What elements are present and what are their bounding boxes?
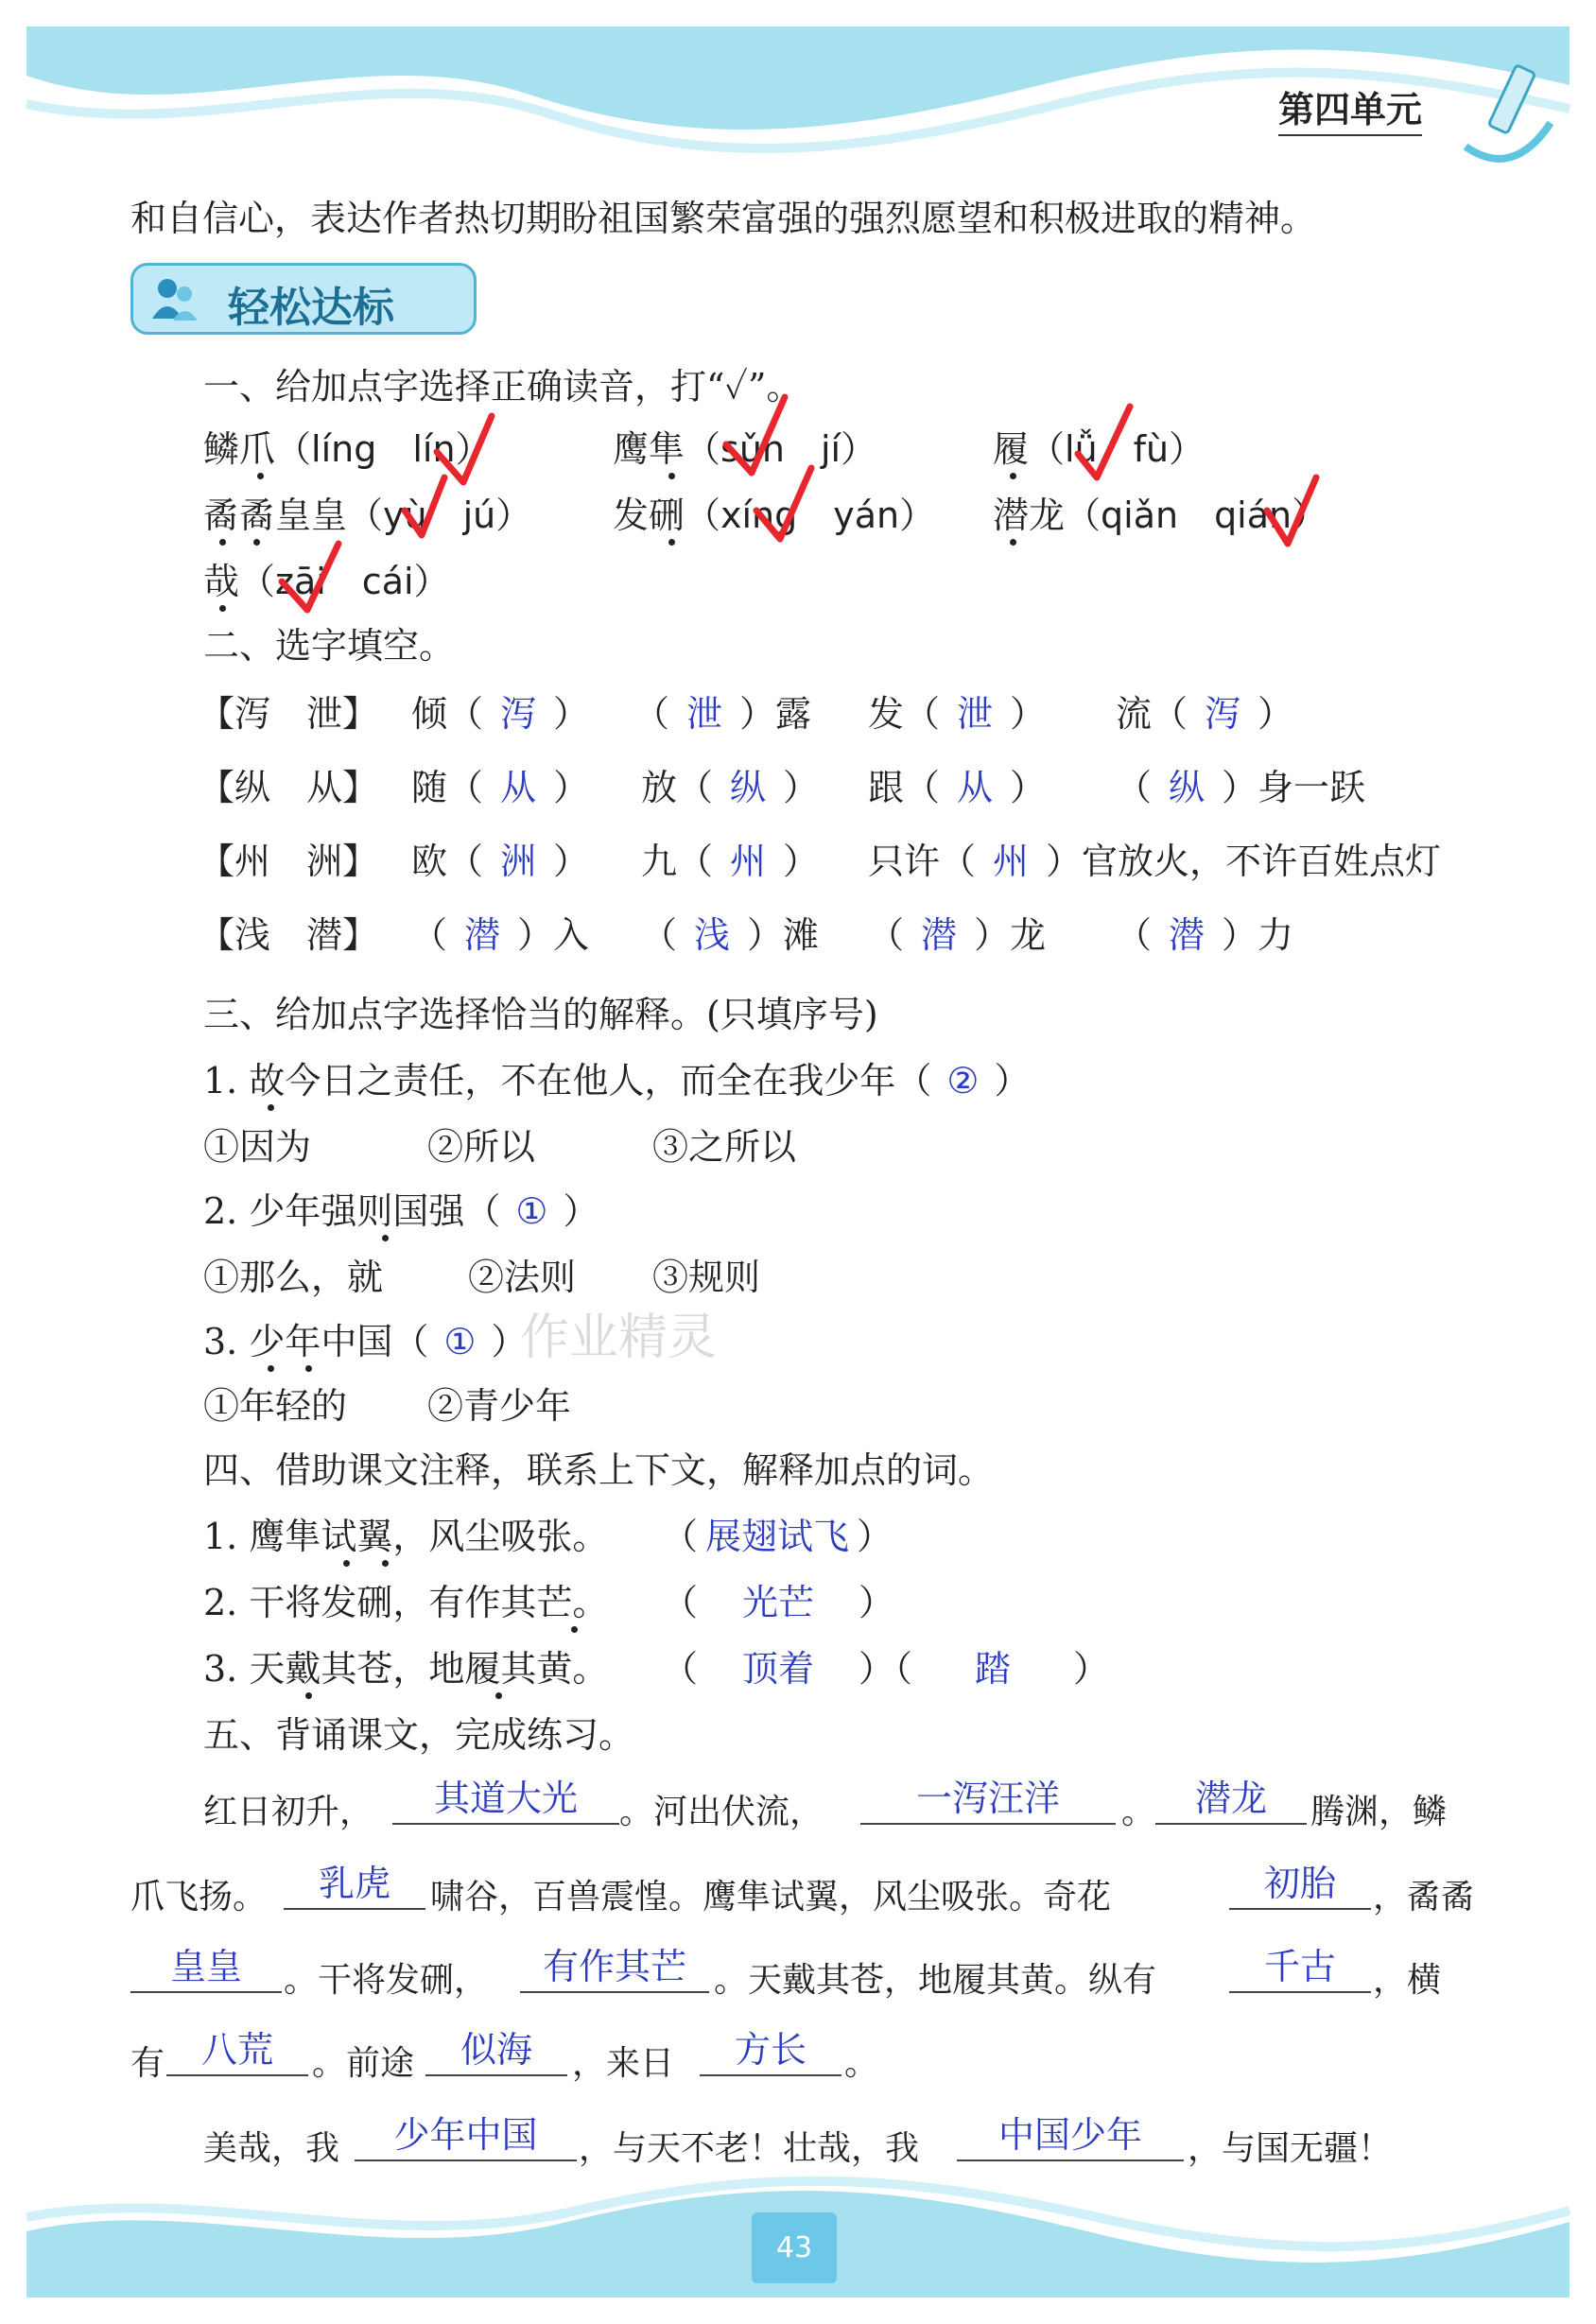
q4-answer: 顶着 bbox=[742, 1648, 815, 1690]
q3-stem: 2. 少年强则国强（ bbox=[203, 1190, 501, 1232]
emphasis-dot bbox=[268, 1104, 274, 1111]
q4-paren: （ 展翅试飞 ） bbox=[662, 1516, 893, 1557]
q3-option: ②法则 bbox=[468, 1257, 577, 1298]
q2-group: 【纵 从】 bbox=[199, 767, 379, 808]
q4-item-2 bbox=[203, 1573, 895, 1625]
q2-item bbox=[868, 838, 1441, 885]
q2-item bbox=[411, 911, 589, 959]
q2-pre: 跟（ bbox=[868, 767, 941, 808]
q3-option: ③之所以 bbox=[652, 1126, 797, 1168]
page-number-box bbox=[752, 2212, 837, 2283]
q1-options: （sǔn jí） bbox=[685, 428, 877, 470]
q2-answer: 泻 bbox=[1205, 693, 1241, 735]
q3-option: ①年轻的 bbox=[203, 1385, 348, 1427]
q2-answer: 纵 bbox=[730, 767, 767, 808]
q2-pre: 欧（ bbox=[411, 841, 484, 882]
q5-text: 。干将发硎， bbox=[284, 1961, 489, 2000]
q2-post: ）露 bbox=[739, 693, 812, 735]
fill-blank: 八荒 bbox=[166, 2025, 308, 2076]
fill-blank: 千古 bbox=[1229, 1942, 1371, 1993]
check-icon bbox=[1078, 407, 1130, 477]
q2-pre: （ bbox=[633, 693, 670, 735]
q2-answer: 潜 bbox=[464, 914, 501, 956]
q1-word: 鳞爪 bbox=[203, 428, 276, 470]
q5-text: 啸谷，百兽震惶。鹰隼试翼，风尘吸张。奇花 bbox=[430, 1878, 1112, 1916]
q3-close: ） bbox=[563, 1190, 599, 1232]
emphasis-dot bbox=[343, 1560, 350, 1567]
check-icon bbox=[282, 544, 338, 610]
q3-close: ） bbox=[491, 1321, 528, 1362]
q5-text: 美哉，我 bbox=[203, 2129, 340, 2168]
q5-text: 爪飞扬。 bbox=[130, 1878, 268, 1916]
q3-answer: ① bbox=[515, 1190, 548, 1232]
intro-text: 和自信心，表达作者热切期盼祖国繁荣富强的强烈愿望和积极进取的精神。 bbox=[130, 198, 1317, 239]
q1-options: （qiǎn qián） bbox=[1065, 494, 1328, 536]
q1-options: （yù jú） bbox=[347, 494, 532, 536]
check-icon bbox=[1267, 477, 1316, 544]
check-icon bbox=[726, 397, 785, 473]
q2-item bbox=[641, 764, 819, 811]
q3-answer: ② bbox=[946, 1060, 980, 1101]
fill-blank: 中国少年 bbox=[957, 2110, 1184, 2161]
q1-word: 发硎 bbox=[613, 494, 685, 536]
fill-blank: 潜龙 bbox=[1155, 1774, 1307, 1825]
q1-word: 哉 bbox=[203, 561, 240, 602]
check-icon bbox=[405, 477, 444, 535]
section-badge-label: 轻松达标 bbox=[228, 284, 394, 332]
q4-stem: 1. 鹰隼试翼，风尘吸张。 bbox=[203, 1516, 609, 1557]
q2-answer: 洲 bbox=[500, 841, 537, 882]
check-icon bbox=[437, 416, 492, 482]
q2-item bbox=[1116, 690, 1293, 737]
q2-item bbox=[641, 911, 819, 959]
q3-answer: ① bbox=[443, 1321, 477, 1362]
q4-paren: （ 顶着 ）（ 踏 ） bbox=[662, 1639, 1109, 1691]
q2-group: 【浅 潜】 bbox=[199, 914, 379, 956]
q2-post: ）官放火，不许百姓点灯 bbox=[1046, 841, 1442, 882]
q2-answer: 从 bbox=[957, 767, 994, 808]
q2-item bbox=[868, 911, 1046, 959]
emphasis-dot bbox=[495, 1692, 502, 1699]
q4-answer: 展翅试飞 bbox=[705, 1516, 850, 1557]
q4-stem: 3. 天戴其苍，地履其黄。 bbox=[203, 1648, 609, 1690]
q2-pre: 放（ bbox=[641, 767, 714, 808]
q5-text: ，矞矞 bbox=[1373, 1878, 1476, 1916]
q2-post: ） bbox=[1010, 693, 1047, 735]
q2-answer: 潜 bbox=[921, 914, 958, 956]
q2-group: 【泻 泄】 bbox=[199, 693, 379, 735]
q2-item bbox=[868, 764, 1046, 811]
q2-pre: （ bbox=[641, 914, 678, 956]
q5-title: 五、背诵课文，完成练习。 bbox=[203, 1714, 635, 1756]
q3-item-1 bbox=[203, 1051, 1030, 1103]
q2-item bbox=[1116, 911, 1293, 959]
q5-text: 。 bbox=[1121, 1793, 1156, 1831]
q3-close: ） bbox=[994, 1060, 1031, 1101]
q2-post: ）入 bbox=[517, 914, 590, 956]
q3-option: ②青少年 bbox=[427, 1385, 572, 1427]
q2-item bbox=[1116, 764, 1365, 811]
emphasis-dot bbox=[382, 1235, 389, 1241]
q3-option: ①那么，就 bbox=[203, 1257, 384, 1298]
q1-options: （xíng yán） bbox=[685, 494, 936, 536]
fill-blank: 初胎 bbox=[1229, 1859, 1371, 1910]
q3-title: 三、给加点字选择恰当的解释。(只填序号) bbox=[203, 994, 878, 1035]
q2-answer: 州 bbox=[730, 841, 767, 882]
q5-text: ，与国无疆！ bbox=[1188, 2129, 1393, 2168]
q3-stem: 1. 故今日之责任，不在他人，而全在我少年（ bbox=[203, 1060, 932, 1101]
emphasis-dot bbox=[268, 1365, 274, 1372]
check-icon bbox=[756, 468, 811, 539]
q2-pre: 九（ bbox=[641, 841, 714, 882]
fill-blank: 有作其芒 bbox=[520, 1942, 709, 1993]
q5-text: 。 bbox=[844, 2044, 879, 2083]
q3-stem: 3. 少年中国（ bbox=[203, 1321, 429, 1362]
check-marks bbox=[0, 0, 1596, 662]
watermark: 作业精灵 bbox=[520, 1309, 718, 1366]
q2-pre: （ bbox=[1116, 914, 1153, 956]
emphasis-dot bbox=[305, 1365, 312, 1372]
q2-answer: 泻 bbox=[500, 693, 537, 735]
q2-answer: 从 bbox=[500, 767, 537, 808]
q4-stem: 2. 干将发硎，有作其芒。 bbox=[203, 1582, 609, 1623]
q1-options: （lǚ fù） bbox=[1029, 428, 1206, 470]
unit-title: 第四单元 bbox=[1278, 80, 1422, 136]
q5-text: ，与天不老！壮哉，我 bbox=[579, 2129, 920, 2168]
q5-text: ，横 bbox=[1373, 1961, 1442, 2000]
q2-answer: 潜 bbox=[1169, 914, 1206, 956]
fill-blank: 少年中国 bbox=[355, 2110, 577, 2161]
q2-post: ）龙 bbox=[974, 914, 1047, 956]
q2-post: ） bbox=[553, 767, 590, 808]
q2-answer: 泄 bbox=[957, 693, 994, 735]
q2-answer: 浅 bbox=[694, 914, 731, 956]
q2-post: ） bbox=[783, 841, 820, 882]
q1-options: （zāi cái） bbox=[239, 561, 450, 602]
q2-post: ） bbox=[1010, 767, 1047, 808]
fill-blank: 方长 bbox=[700, 2025, 841, 2076]
q1-title: 一、给加点字选择正确读音，打“✓”。 bbox=[203, 366, 803, 408]
emphasis-dot bbox=[382, 1560, 389, 1567]
q2-pre: （ bbox=[411, 914, 448, 956]
q2-title: 二、选字填空。 bbox=[203, 625, 456, 667]
emphasis-dot bbox=[571, 1626, 578, 1633]
emphasis-dot bbox=[305, 1692, 312, 1699]
q5-text: 红日初升， bbox=[203, 1793, 374, 1831]
q2-pre: 只许（ bbox=[868, 841, 977, 882]
q2-item bbox=[411, 690, 589, 737]
q2-item bbox=[411, 764, 589, 811]
q4-answer: 踏 bbox=[975, 1648, 1012, 1690]
q1-word: 履 bbox=[993, 428, 1030, 470]
q2-pre: 倾（ bbox=[411, 693, 484, 735]
q2-post: ）身一跃 bbox=[1222, 767, 1366, 808]
q4-answer: 光芒 bbox=[742, 1582, 815, 1623]
q5-text: 。河出伏流， bbox=[619, 1793, 824, 1831]
fill-blank: 皇皇 bbox=[130, 1942, 282, 1993]
q1-word: 潜龙 bbox=[993, 494, 1066, 536]
page-number: 43 bbox=[775, 2231, 813, 2264]
q4-item-3 bbox=[203, 1639, 1110, 1691]
q4-title: 四、借助课文注释，联系上下文，解释加点的词。 bbox=[203, 1449, 995, 1491]
fill-blank: 乳虎 bbox=[284, 1859, 425, 1910]
q2-answer: 泄 bbox=[686, 693, 723, 735]
q3-item-2 bbox=[203, 1182, 598, 1234]
q2-pre: 流（ bbox=[1116, 693, 1188, 735]
q5-text: 。前途 bbox=[312, 2044, 415, 2083]
fill-blank: 其道大光 bbox=[392, 1774, 619, 1825]
q2-post: ）力 bbox=[1222, 914, 1294, 956]
q3-option: ③规则 bbox=[652, 1257, 761, 1298]
q2-item bbox=[868, 690, 1046, 737]
q2-group: 【州 洲】 bbox=[199, 841, 379, 882]
q2-post: ） bbox=[553, 841, 590, 882]
q4-paren: （ 光芒 ） bbox=[662, 1573, 894, 1625]
q5-text: 。天戴其苍，地履其黄。纵有 bbox=[714, 1961, 1157, 2000]
q2-pre: （ bbox=[868, 914, 905, 956]
q5-text: 腾渊，鳞 bbox=[1310, 1793, 1448, 1831]
q5-text: 有 bbox=[130, 2044, 165, 2083]
q3-option: ①因为 bbox=[203, 1126, 312, 1168]
q2-item bbox=[641, 838, 819, 885]
q2-answer: 州 bbox=[993, 841, 1030, 882]
q3-option: ②所以 bbox=[427, 1126, 536, 1168]
q1-word: 鹰隼 bbox=[613, 428, 685, 470]
q2-item bbox=[411, 838, 589, 885]
q3-item-3 bbox=[203, 1312, 527, 1364]
q2-item bbox=[633, 690, 811, 737]
q2-pre: 发（ bbox=[868, 693, 941, 735]
q2-post: ） bbox=[783, 767, 820, 808]
q5-text: ，来日 bbox=[572, 2044, 675, 2083]
q2-post: ）滩 bbox=[747, 914, 820, 956]
q4-item-1 bbox=[203, 1507, 893, 1559]
q2-pre: （ bbox=[1116, 767, 1153, 808]
q2-post: ） bbox=[553, 693, 590, 735]
q1-word: 矞矞皇皇 bbox=[203, 494, 348, 536]
q2-pre: 随（ bbox=[411, 767, 484, 808]
q2-answer: 纵 bbox=[1169, 767, 1206, 808]
q1-options: （líng lín） bbox=[275, 428, 492, 470]
q2-post: ） bbox=[1258, 693, 1294, 735]
fill-blank: 似海 bbox=[425, 2025, 567, 2076]
fill-blank: 一泻汪洋 bbox=[860, 1774, 1116, 1825]
